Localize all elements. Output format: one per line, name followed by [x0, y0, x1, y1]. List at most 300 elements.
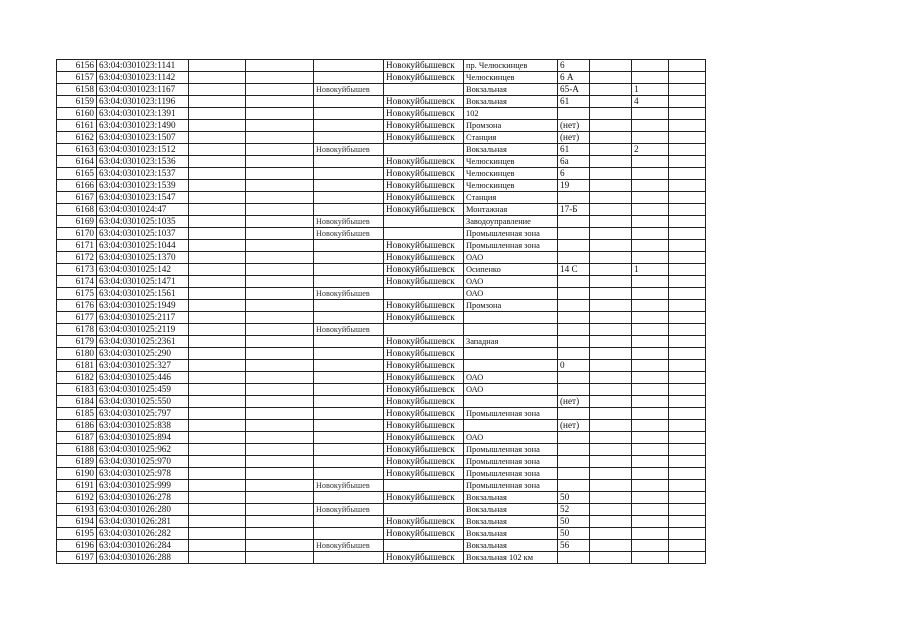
row-number-cell: 6178 [57, 324, 97, 336]
empty-cell [669, 144, 706, 156]
building-cell [632, 516, 669, 528]
building-cell [632, 468, 669, 480]
empty-cell [669, 276, 706, 288]
settlement-overflow-cell [314, 156, 384, 168]
empty-cell [246, 120, 314, 132]
settlement-cell: Новокуйбышевск [384, 108, 464, 120]
empty-cell [246, 324, 314, 336]
table-row [57, 276, 706, 288]
street-cell: Промышленная зона [464, 408, 558, 420]
settlement-cell: Новокуйбышевск [384, 528, 464, 540]
street-cell: Заводоуправление [464, 216, 558, 228]
street-cell: Промышленная зона [464, 444, 558, 456]
empty-cell [246, 252, 314, 264]
settlement-overflow-cell: Новокуйбышев [314, 144, 384, 156]
settlement-overflow-cell [314, 396, 384, 408]
building-cell [632, 192, 669, 204]
empty-cell [669, 204, 706, 216]
empty-cell [189, 384, 246, 396]
empty-cell [246, 264, 314, 276]
settlement-cell: Новокуйбышевск [384, 204, 464, 216]
building-cell: 2 [632, 144, 669, 156]
table-row [57, 72, 706, 84]
empty-cell [189, 192, 246, 204]
empty-cell [590, 192, 632, 204]
empty-cell [669, 216, 706, 228]
street-cell: Промышленная зона [464, 240, 558, 252]
settlement-overflow-cell [314, 384, 384, 396]
cadastral-number-cell: 63:04:0301023:1547 [97, 192, 189, 204]
street-cell: Челюскинцев [464, 168, 558, 180]
table-row [57, 516, 706, 528]
empty-cell [246, 168, 314, 180]
empty-cell [669, 180, 706, 192]
house-cell [558, 348, 590, 360]
empty-cell [189, 132, 246, 144]
empty-cell [669, 72, 706, 84]
row-number-cell: 6172 [57, 252, 97, 264]
settlement-overflow-cell [314, 420, 384, 432]
row-number-cell: 6184 [57, 396, 97, 408]
empty-cell [590, 72, 632, 84]
building-cell [632, 216, 669, 228]
street-cell [464, 420, 558, 432]
cadastral-number-cell: 63:04:0301023:1490 [97, 120, 189, 132]
empty-cell [189, 204, 246, 216]
settlement-cell: Новокуйбышевск [384, 336, 464, 348]
empty-cell [590, 228, 632, 240]
empty-cell [590, 252, 632, 264]
settlement-cell [384, 216, 464, 228]
house-cell [558, 288, 590, 300]
empty-cell [590, 204, 632, 216]
building-cell [632, 504, 669, 516]
empty-cell [590, 384, 632, 396]
settlement-overflow-cell [314, 60, 384, 72]
table-row [57, 156, 706, 168]
house-cell: 14 С [558, 264, 590, 276]
table-row [57, 528, 706, 540]
table-row [57, 348, 706, 360]
table-row [57, 312, 706, 324]
empty-cell [189, 120, 246, 132]
house-cell [558, 468, 590, 480]
empty-cell [590, 144, 632, 156]
empty-cell [189, 336, 246, 348]
street-cell [464, 396, 558, 408]
empty-cell [590, 540, 632, 552]
settlement-overflow-cell [314, 168, 384, 180]
building-cell [632, 552, 669, 564]
empty-cell [590, 120, 632, 132]
table-row [57, 228, 706, 240]
cadastral-number-cell: 63:04:0301025:1471 [97, 276, 189, 288]
row-number-cell: 6159 [57, 96, 97, 108]
street-cell: Вокзальная [464, 96, 558, 108]
empty-cell [669, 420, 706, 432]
settlement-cell: Новокуйбышевск [384, 72, 464, 84]
settlement-cell: Новокуйбышевск [384, 312, 464, 324]
empty-cell [590, 516, 632, 528]
house-cell: (нет) [558, 132, 590, 144]
street-cell: Промзона [464, 120, 558, 132]
empty-cell [590, 408, 632, 420]
street-cell: Промышленная зона [464, 456, 558, 468]
table-row [57, 336, 706, 348]
settlement-overflow-cell [314, 492, 384, 504]
building-cell [632, 204, 669, 216]
empty-cell [189, 528, 246, 540]
empty-cell [246, 444, 314, 456]
street-cell: Монтажная [464, 204, 558, 216]
empty-cell [590, 312, 632, 324]
empty-cell [590, 108, 632, 120]
empty-cell [590, 168, 632, 180]
settlement-cell: Новокуйбышевск [384, 360, 464, 372]
house-cell [558, 432, 590, 444]
table-row [57, 192, 706, 204]
house-cell [558, 336, 590, 348]
empty-cell [669, 252, 706, 264]
street-cell: Вокзальная [464, 84, 558, 96]
building-cell [632, 120, 669, 132]
house-cell [558, 408, 590, 420]
empty-cell [246, 312, 314, 324]
cadastral-number-cell: 63:04:0301023:1507 [97, 132, 189, 144]
empty-cell [246, 216, 314, 228]
empty-cell [189, 432, 246, 444]
settlement-cell: Новокуйбышевск [384, 516, 464, 528]
row-number-cell: 6163 [57, 144, 97, 156]
cadastral-number-cell: 63:04:0301025:1370 [97, 252, 189, 264]
building-cell [632, 480, 669, 492]
building-cell [632, 72, 669, 84]
cadastral-number-cell: 63:04:0301023:1512 [97, 144, 189, 156]
settlement-cell: Новокуйбышевск [384, 420, 464, 432]
empty-cell [590, 180, 632, 192]
cadastral-number-cell: 63:04:0301024:47 [97, 204, 189, 216]
house-cell [558, 240, 590, 252]
empty-cell [189, 396, 246, 408]
table-body [57, 60, 706, 564]
street-cell: 102 [464, 108, 558, 120]
empty-cell [246, 348, 314, 360]
house-cell [558, 108, 590, 120]
empty-cell [246, 552, 314, 564]
building-cell [632, 324, 669, 336]
building-cell [632, 108, 669, 120]
building-cell [632, 132, 669, 144]
table-row [57, 96, 706, 108]
row-number-cell: 6193 [57, 504, 97, 516]
street-cell: Вокзальная [464, 516, 558, 528]
empty-cell [246, 144, 314, 156]
street-cell: Промзона [464, 300, 558, 312]
settlement-overflow-cell [314, 444, 384, 456]
table-row [57, 324, 706, 336]
cadastral-number-cell: 63:04:0301025:327 [97, 360, 189, 372]
table-row [57, 420, 706, 432]
settlement-cell: Новокуйбышевск [384, 432, 464, 444]
table-row [57, 108, 706, 120]
table-row [57, 456, 706, 468]
empty-cell [246, 492, 314, 504]
street-cell: ОАО [464, 384, 558, 396]
table-row [57, 252, 706, 264]
row-number-cell: 6188 [57, 444, 97, 456]
empty-cell [590, 480, 632, 492]
row-number-cell: 6175 [57, 288, 97, 300]
empty-cell [669, 168, 706, 180]
empty-cell [669, 108, 706, 120]
settlement-cell: Новокуйбышевск [384, 276, 464, 288]
settlement-overflow-cell [314, 252, 384, 264]
empty-cell [590, 432, 632, 444]
street-cell: Челюскинцев [464, 72, 558, 84]
house-cell: (нет) [558, 420, 590, 432]
settlement-overflow-cell [314, 240, 384, 252]
street-cell: пр. Челюскинцев [464, 60, 558, 72]
row-number-cell: 6185 [57, 408, 97, 420]
empty-cell [669, 300, 706, 312]
empty-cell [189, 516, 246, 528]
empty-cell [590, 156, 632, 168]
settlement-overflow-cell [314, 372, 384, 384]
empty-cell [590, 372, 632, 384]
row-number-cell: 6176 [57, 300, 97, 312]
settlement-overflow-cell: Новокуйбышев [314, 324, 384, 336]
empty-cell [189, 492, 246, 504]
settlement-overflow-cell [314, 192, 384, 204]
empty-cell [246, 156, 314, 168]
street-cell: Вокзальная [464, 540, 558, 552]
street-cell [464, 312, 558, 324]
empty-cell [246, 108, 314, 120]
cadastral-number-cell: 63:04:0301025:797 [97, 408, 189, 420]
empty-cell [669, 96, 706, 108]
house-cell: 65-А [558, 84, 590, 96]
empty-cell [669, 120, 706, 132]
empty-cell [189, 228, 246, 240]
settlement-cell: Новокуйбышевск [384, 156, 464, 168]
house-cell [558, 192, 590, 204]
settlement-cell: Новокуйбышевск [384, 132, 464, 144]
cadastral-number-cell: 63:04:0301025:290 [97, 348, 189, 360]
empty-cell [590, 528, 632, 540]
empty-cell [189, 180, 246, 192]
empty-cell [669, 432, 706, 444]
street-cell: ОАО [464, 432, 558, 444]
empty-cell [590, 132, 632, 144]
row-number-cell: 6158 [57, 84, 97, 96]
row-number-cell: 6181 [57, 360, 97, 372]
house-cell [558, 300, 590, 312]
empty-cell [590, 420, 632, 432]
empty-cell [669, 408, 706, 420]
empty-cell [189, 324, 246, 336]
street-cell: Осипенко [464, 264, 558, 276]
building-cell [632, 288, 669, 300]
empty-cell [246, 288, 314, 300]
settlement-overflow-cell [314, 348, 384, 360]
empty-cell [669, 396, 706, 408]
cadastral-number-cell: 63:04:0301026:280 [97, 504, 189, 516]
table-row [57, 180, 706, 192]
empty-cell [669, 132, 706, 144]
empty-cell [590, 348, 632, 360]
settlement-overflow-cell [314, 468, 384, 480]
settlement-cell [384, 144, 464, 156]
building-cell [632, 312, 669, 324]
building-cell [632, 396, 669, 408]
empty-cell [189, 96, 246, 108]
row-number-cell: 6195 [57, 528, 97, 540]
settlement-overflow-cell [314, 180, 384, 192]
empty-cell [189, 540, 246, 552]
empty-cell [189, 252, 246, 264]
settlement-overflow-cell: Новокуйбышев [314, 228, 384, 240]
settlement-overflow-cell [314, 408, 384, 420]
house-cell [558, 252, 590, 264]
empty-cell [246, 84, 314, 96]
spreadsheet-page [56, 59, 706, 564]
cadastral-number-cell: 63:04:0301025:1561 [97, 288, 189, 300]
cadastral-number-cell: 63:04:0301023:1537 [97, 168, 189, 180]
empty-cell [669, 336, 706, 348]
table-row [57, 120, 706, 132]
street-cell: ОАО [464, 372, 558, 384]
empty-cell [669, 552, 706, 564]
street-cell [464, 324, 558, 336]
empty-cell [189, 468, 246, 480]
settlement-cell: Новокуйбышевск [384, 348, 464, 360]
settlement-overflow-cell: Новокуйбышев [314, 288, 384, 300]
settlement-overflow-cell: Новокуйбышев [314, 480, 384, 492]
empty-cell [590, 60, 632, 72]
empty-cell [590, 492, 632, 504]
empty-cell [246, 528, 314, 540]
empty-cell [246, 276, 314, 288]
empty-cell [590, 84, 632, 96]
settlement-overflow-cell [314, 432, 384, 444]
row-number-cell: 6167 [57, 192, 97, 204]
empty-cell [590, 360, 632, 372]
empty-cell [189, 60, 246, 72]
house-cell [558, 384, 590, 396]
empty-cell [189, 84, 246, 96]
empty-cell [246, 420, 314, 432]
row-number-cell: 6179 [57, 336, 97, 348]
building-cell [632, 168, 669, 180]
street-cell: Западная [464, 336, 558, 348]
empty-cell [189, 108, 246, 120]
empty-cell [189, 504, 246, 516]
row-number-cell: 6160 [57, 108, 97, 120]
building-cell [632, 492, 669, 504]
row-number-cell: 6197 [57, 552, 97, 564]
empty-cell [189, 480, 246, 492]
table-row [57, 132, 706, 144]
house-cell [558, 216, 590, 228]
house-cell: 6 [558, 168, 590, 180]
row-number-cell: 6157 [57, 72, 97, 84]
cadastral-number-cell: 63:04:0301025:142 [97, 264, 189, 276]
empty-cell [189, 444, 246, 456]
settlement-cell: Новокуйбышевск [384, 492, 464, 504]
street-cell: ОАО [464, 288, 558, 300]
empty-cell [669, 468, 706, 480]
building-cell: 1 [632, 84, 669, 96]
cadastral-number-cell: 63:04:0301023:1142 [97, 72, 189, 84]
empty-cell [669, 492, 706, 504]
empty-cell [246, 300, 314, 312]
cadastral-number-cell: 63:04:0301025:459 [97, 384, 189, 396]
row-number-cell: 6194 [57, 516, 97, 528]
settlement-cell: Новокуйбышевск [384, 192, 464, 204]
settlement-cell: Новокуйбышевск [384, 96, 464, 108]
row-number-cell: 6166 [57, 180, 97, 192]
row-number-cell: 6190 [57, 468, 97, 480]
row-number-cell: 6186 [57, 420, 97, 432]
empty-cell [246, 408, 314, 420]
street-cell: Станция [464, 132, 558, 144]
row-number-cell: 6165 [57, 168, 97, 180]
street-cell: Промышленная зона [464, 228, 558, 240]
empty-cell [246, 432, 314, 444]
cadastral-number-cell: 63:04:0301023:1539 [97, 180, 189, 192]
settlement-overflow-cell [314, 120, 384, 132]
empty-cell [189, 168, 246, 180]
empty-cell [590, 276, 632, 288]
building-cell [632, 528, 669, 540]
empty-cell [590, 456, 632, 468]
cadastral-number-cell: 63:04:0301026:288 [97, 552, 189, 564]
settlement-cell: Новокуйбышевск [384, 240, 464, 252]
settlement-cell: Новокуйбышевск [384, 384, 464, 396]
house-cell: 0 [558, 360, 590, 372]
empty-cell [246, 396, 314, 408]
house-cell [558, 552, 590, 564]
settlement-overflow-cell [314, 264, 384, 276]
empty-cell [669, 156, 706, 168]
table-row [57, 444, 706, 456]
settlement-overflow-cell [314, 516, 384, 528]
settlement-overflow-cell [314, 336, 384, 348]
house-cell: 17-Б [558, 204, 590, 216]
table-row [57, 216, 706, 228]
house-cell: 6 А [558, 72, 590, 84]
house-cell [558, 312, 590, 324]
empty-cell [669, 60, 706, 72]
building-cell: 4 [632, 96, 669, 108]
settlement-overflow-cell [314, 204, 384, 216]
settlement-overflow-cell [314, 528, 384, 540]
cadastral-number-cell: 63:04:0301025:446 [97, 372, 189, 384]
house-cell: (нет) [558, 120, 590, 132]
settlement-cell: Новокуйбышевск [384, 444, 464, 456]
empty-cell [590, 468, 632, 480]
street-cell: Вокзальная [464, 504, 558, 516]
empty-cell [669, 456, 706, 468]
table-row [57, 360, 706, 372]
cadastral-number-cell: 63:04:0301023:1391 [97, 108, 189, 120]
empty-cell [246, 384, 314, 396]
empty-cell [246, 228, 314, 240]
settlement-overflow-cell: Новокуйбышев [314, 540, 384, 552]
empty-cell [669, 192, 706, 204]
row-number-cell: 6187 [57, 432, 97, 444]
empty-cell [189, 216, 246, 228]
